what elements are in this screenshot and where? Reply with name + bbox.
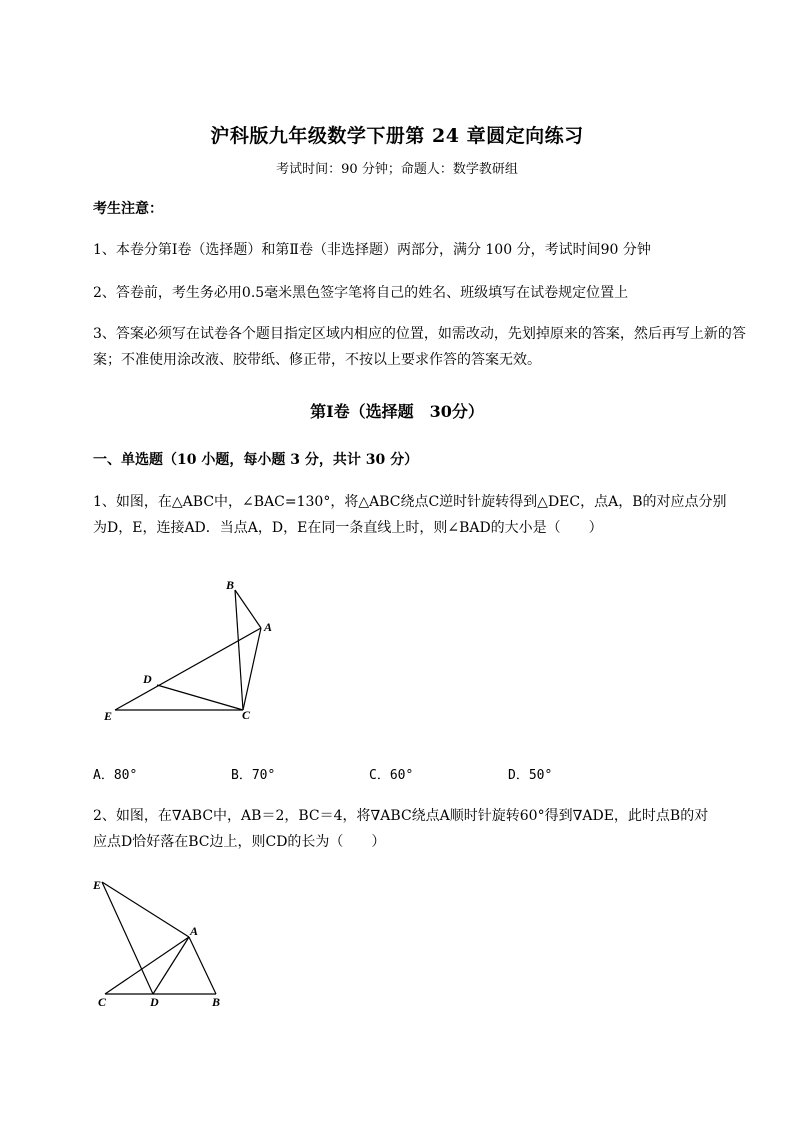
label-e: E <box>104 709 113 723</box>
segment-ac <box>243 628 261 710</box>
label-b: B <box>212 995 221 1009</box>
q1-option-a: A．80° <box>93 768 138 783</box>
notice-item-3: 3、答案必须写在试卷各个题目指定区域内相应的位置，如需改动，先划掉原来的答案，然后再写上新的答案；不准使用涂改液、胶带纸、修正带，不按以上要求作答的答案无效。 <box>93 326 746 368</box>
question-1-line-2: 为D，E，连接AD．当点A，D，E在同一条直线上时，则∠BAD的大小是（ ） <box>93 520 603 536</box>
q1-option-c: C．60° <box>369 768 414 783</box>
segment-ea <box>115 628 261 710</box>
question-1-figure <box>90 570 290 730</box>
notice-heading: 考生注意： <box>93 201 163 217</box>
page-title: 沪科版九年级数学下册第 24 章圆定向练习 <box>210 125 584 147</box>
question-2-line-2: 应点D恰好落在BC边上，则CD的长为（ ） <box>93 834 386 850</box>
label-d: D <box>143 672 152 686</box>
question-1-line-1: 1、如图，在△ABC中，∠BAC=130°，将△ABC绕点C逆时针旋转得到△DEC，点A，B的对应点分别 <box>93 494 727 510</box>
section-title: 第Ⅰ卷（选择题 30分） <box>310 402 484 421</box>
label-e: E <box>93 878 102 892</box>
label-a: A <box>190 924 199 938</box>
segment-ba <box>235 590 261 628</box>
part-heading: 一、单选题（10 小题，每小题 3 分，共计 30 分） <box>93 452 419 468</box>
q1-option-d: D．50° <box>508 768 553 783</box>
label-b: B <box>226 578 235 592</box>
label-c: C <box>98 995 107 1009</box>
segment-bc <box>235 590 243 710</box>
question-2-line-1: 2、如图，在∇ABC中，AB＝2，BC＝4，将∇ABC绕点A顺时针旋转60°得到∇ADE，此时点B的对 <box>93 808 709 824</box>
segment-da <box>153 937 189 994</box>
label-c: C <box>242 708 251 722</box>
question-2-figure <box>88 874 238 1014</box>
segment-dc <box>157 685 243 710</box>
label-a: A <box>264 620 273 634</box>
segment-ab <box>189 937 216 994</box>
notice-item-2: 2、答卷前，考生务必用0.5毫米黑色签字笔将自己的姓名、班级填写在试卷规定位置上 <box>93 285 629 301</box>
exam-info: 考试时间：90 分钟；命题人：数学教研组 <box>276 162 518 177</box>
segment-ca <box>105 937 189 994</box>
notice-item-1: 1、本卷分第Ⅰ卷（选择题）和第Ⅱ卷（非选择题）两部分，满分 100 分，考试时间90 分钟 <box>93 242 651 258</box>
q1-option-b: B．70° <box>231 768 276 783</box>
label-d: D <box>150 995 159 1009</box>
